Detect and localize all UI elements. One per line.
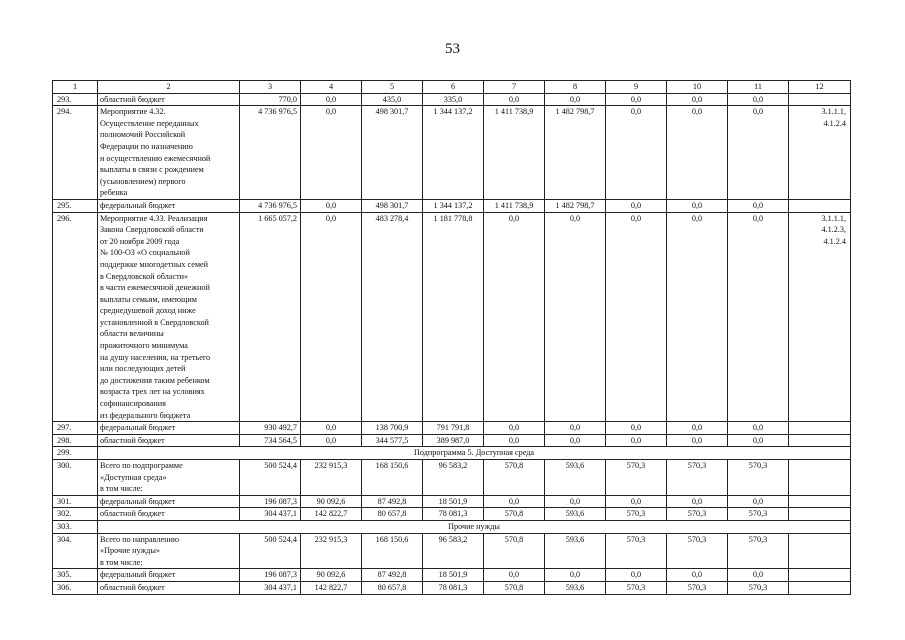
row-name: федеральный бюджет (98, 199, 240, 212)
value-cell: 570,8 (484, 460, 545, 496)
value-cell: 570,3 (606, 508, 667, 521)
value-cell: 0,0 (301, 212, 362, 422)
value-cell: 344 577,5 (362, 434, 423, 447)
value-cell: 0,0 (484, 93, 545, 106)
table-row (53, 460, 851, 496)
target-code (789, 93, 851, 106)
value-cell: 483 278,4 (362, 212, 423, 422)
value-cell: 435,0 (362, 93, 423, 106)
value-cell: 0,0 (606, 93, 667, 106)
value-cell: 304 437,1 (240, 581, 301, 594)
value-cell: 570,3 (667, 460, 728, 496)
column-header: 7 (484, 81, 545, 94)
row-number: 305. (53, 569, 98, 582)
value-cell: 142 822,7 (301, 581, 362, 594)
value-cell: 791 791,8 (423, 422, 484, 435)
value-cell: 335,0 (423, 93, 484, 106)
value-cell: 80 657,8 (362, 508, 423, 521)
value-cell: 498 301,7 (362, 106, 423, 200)
column-header: 4 (301, 81, 362, 94)
target-code (789, 460, 851, 496)
value-cell: 87 492,8 (362, 569, 423, 582)
value-cell: 0,0 (545, 212, 606, 422)
table-row (53, 495, 851, 508)
budget-table (52, 80, 851, 595)
row-name: Мероприятие 4.33. Реализация Закона Свердловской области от 20 ноября 2009 года № 100-ОЗ «О социальной поддержке многодетных семей в Свердловской области» в части ежемесячной денежной выплаты семьям, имеющим среднедушевой доход ниже установленной в Свердловской области величины прожиточного минимума на душу населения, на третьего или последующих детей до достижения таким ребенком возраста трех лет на условиях софинансирования из федерального бюджета (98, 212, 240, 422)
row-number: 293. (53, 93, 98, 106)
value-cell: 0,0 (606, 422, 667, 435)
row-number: 295. (53, 199, 98, 212)
target-code: 3.1.1.1, 4.1.2.3, 4.1.2.4 (789, 212, 851, 422)
value-cell: 18 501,9 (423, 495, 484, 508)
table-row (53, 520, 851, 533)
value-cell: 1 181 778,8 (423, 212, 484, 422)
value-cell: 0,0 (728, 106, 789, 200)
table-row (53, 581, 851, 594)
value-cell: 0,0 (545, 569, 606, 582)
value-cell: 87 492,8 (362, 495, 423, 508)
value-cell: 0,0 (606, 495, 667, 508)
value-cell: 570,3 (606, 460, 667, 496)
row-name: областной бюджет (98, 581, 240, 594)
table-row (53, 533, 851, 569)
value-cell: 770,0 (240, 93, 301, 106)
target-code (789, 434, 851, 447)
value-cell: 570,3 (728, 460, 789, 496)
row-name: областной бюджет (98, 93, 240, 106)
column-header: 10 (667, 81, 728, 94)
value-cell: 570,8 (484, 581, 545, 594)
value-cell: 0,0 (606, 569, 667, 582)
row-number: 299. (53, 447, 98, 460)
value-cell: 0,0 (545, 93, 606, 106)
value-cell: 138 700,9 (362, 422, 423, 435)
row-number: 296. (53, 212, 98, 422)
value-cell: 0,0 (667, 434, 728, 447)
value-cell: 96 583,2 (423, 533, 484, 569)
value-cell: 80 657,8 (362, 581, 423, 594)
target-code (789, 495, 851, 508)
value-cell: 0,0 (728, 93, 789, 106)
target-code (789, 508, 851, 521)
value-cell: 0,0 (545, 495, 606, 508)
value-cell: 4 736 976,5 (240, 106, 301, 200)
row-number: 302. (53, 508, 98, 521)
row-name: Мероприятие 4.32. Осуществление переданных полномочий Российской Федерации по назначению и осуществлению ежемесячной выплаты в связи с рождением (усыновлением) первого ребенка (98, 106, 240, 200)
target-code: 3.1.1.1, 4.1.2.4 (789, 106, 851, 200)
value-cell: 78 081,3 (423, 508, 484, 521)
value-cell: 78 081,3 (423, 581, 484, 594)
row-name: областной бюджет (98, 508, 240, 521)
value-cell: 1 411 738,9 (484, 199, 545, 212)
table-row (53, 212, 851, 422)
value-cell: 0,0 (667, 495, 728, 508)
value-cell: 0,0 (728, 495, 789, 508)
value-cell: 0,0 (728, 434, 789, 447)
value-cell: 0,0 (667, 422, 728, 435)
value-cell: 0,0 (606, 212, 667, 422)
value-cell: 570,3 (728, 581, 789, 594)
value-cell: 0,0 (728, 199, 789, 212)
value-cell: 0,0 (484, 569, 545, 582)
row-name: Всего по подпрограмме «Доступная среда» в том числе: (98, 460, 240, 496)
value-cell: 0,0 (484, 495, 545, 508)
value-cell: 1 411 738,9 (484, 106, 545, 200)
target-code (789, 533, 851, 569)
value-cell: 196 087,3 (240, 495, 301, 508)
value-cell: 0,0 (301, 422, 362, 435)
value-cell: 570,3 (667, 581, 728, 594)
value-cell: 168 150,6 (362, 533, 423, 569)
row-number: 301. (53, 495, 98, 508)
value-cell: 593,6 (545, 460, 606, 496)
table-row (53, 422, 851, 435)
value-cell: 0,0 (484, 434, 545, 447)
row-number: 297. (53, 422, 98, 435)
column-header: 3 (240, 81, 301, 94)
value-cell: 0,0 (667, 569, 728, 582)
value-cell: 90 092,6 (301, 569, 362, 582)
value-cell: 498 301,7 (362, 199, 423, 212)
column-header: 11 (728, 81, 789, 94)
row-number: 306. (53, 581, 98, 594)
column-header: 6 (423, 81, 484, 94)
value-cell: 570,3 (606, 533, 667, 569)
column-header: 5 (362, 81, 423, 94)
value-cell: 500 524,4 (240, 460, 301, 496)
value-cell: 570,8 (484, 533, 545, 569)
value-cell: 196 087,3 (240, 569, 301, 582)
value-cell: 18 501,9 (423, 569, 484, 582)
value-cell: 0,0 (606, 106, 667, 200)
row-number: 304. (53, 533, 98, 569)
value-cell: 1 482 798,7 (545, 199, 606, 212)
table-row (53, 93, 851, 106)
value-cell: 389 987,0 (423, 434, 484, 447)
row-number: 300. (53, 460, 98, 496)
value-cell: 90 092,6 (301, 495, 362, 508)
row-name: федеральный бюджет (98, 422, 240, 435)
table-row (53, 106, 851, 200)
value-cell: 0,0 (728, 212, 789, 422)
value-cell: 1 344 137,2 (423, 199, 484, 212)
value-cell: 0,0 (301, 93, 362, 106)
value-cell: 500 524,4 (240, 533, 301, 569)
table-row (53, 447, 851, 460)
value-cell: 0,0 (728, 569, 789, 582)
value-cell: 0,0 (484, 212, 545, 422)
value-cell: 593,6 (545, 508, 606, 521)
table-row (53, 569, 851, 582)
value-cell: 593,6 (545, 533, 606, 569)
value-cell: 232 915,3 (301, 460, 362, 496)
row-name: Всего по направлению «Прочие нужды» в том числе: (98, 533, 240, 569)
value-cell: 0,0 (301, 199, 362, 212)
column-header: 2 (98, 81, 240, 94)
value-cell: 0,0 (667, 199, 728, 212)
value-cell: 0,0 (545, 422, 606, 435)
value-cell: 0,0 (606, 434, 667, 447)
table-row (53, 434, 851, 447)
target-code (789, 569, 851, 582)
column-header: 9 (606, 81, 667, 94)
value-cell: 0,0 (667, 212, 728, 422)
value-cell: 570,3 (728, 533, 789, 569)
value-cell: 1 344 137,2 (423, 106, 484, 200)
column-header: 12 (789, 81, 851, 94)
value-cell: 570,3 (667, 508, 728, 521)
row-name: областной бюджет (98, 434, 240, 447)
value-cell: 168 150,6 (362, 460, 423, 496)
value-cell: 1 482 798,7 (545, 106, 606, 200)
value-cell: 96 583,2 (423, 460, 484, 496)
target-code (789, 422, 851, 435)
row-number: 298. (53, 434, 98, 447)
page-number: 53 (445, 41, 460, 57)
value-cell: 142 822,7 (301, 508, 362, 521)
value-cell: 570,3 (667, 533, 728, 569)
column-header: 1 (53, 81, 98, 94)
table-body (53, 81, 851, 595)
row-number: 294. (53, 106, 98, 200)
target-code (789, 199, 851, 212)
value-cell: 0,0 (484, 422, 545, 435)
value-cell: 232 915,3 (301, 533, 362, 569)
value-cell: 1 665 057,2 (240, 212, 301, 422)
table-row (53, 199, 851, 212)
row-number: 303. (53, 520, 98, 533)
section-title: Подпрограмма 5. Доступная среда (98, 447, 851, 460)
value-cell: 734 564,5 (240, 434, 301, 447)
value-cell: 0,0 (606, 199, 667, 212)
value-cell: 0,0 (667, 106, 728, 200)
value-cell: 570,8 (484, 508, 545, 521)
value-cell: 0,0 (728, 422, 789, 435)
value-cell: 570,3 (728, 508, 789, 521)
table-row (53, 508, 851, 521)
value-cell: 4 736 976,5 (240, 199, 301, 212)
value-cell: 0,0 (301, 434, 362, 447)
section-title: Прочие нужды (98, 520, 851, 533)
column-header: 8 (545, 81, 606, 94)
value-cell: 930 492,7 (240, 422, 301, 435)
row-name: федеральный бюджет (98, 569, 240, 582)
value-cell: 0,0 (545, 434, 606, 447)
value-cell: 570,3 (606, 581, 667, 594)
value-cell: 0,0 (301, 106, 362, 200)
value-cell: 0,0 (667, 93, 728, 106)
value-cell: 304 437,1 (240, 508, 301, 521)
target-code (789, 581, 851, 594)
table-header-row (53, 81, 851, 94)
value-cell: 593,6 (545, 581, 606, 594)
row-name: федеральный бюджет (98, 495, 240, 508)
